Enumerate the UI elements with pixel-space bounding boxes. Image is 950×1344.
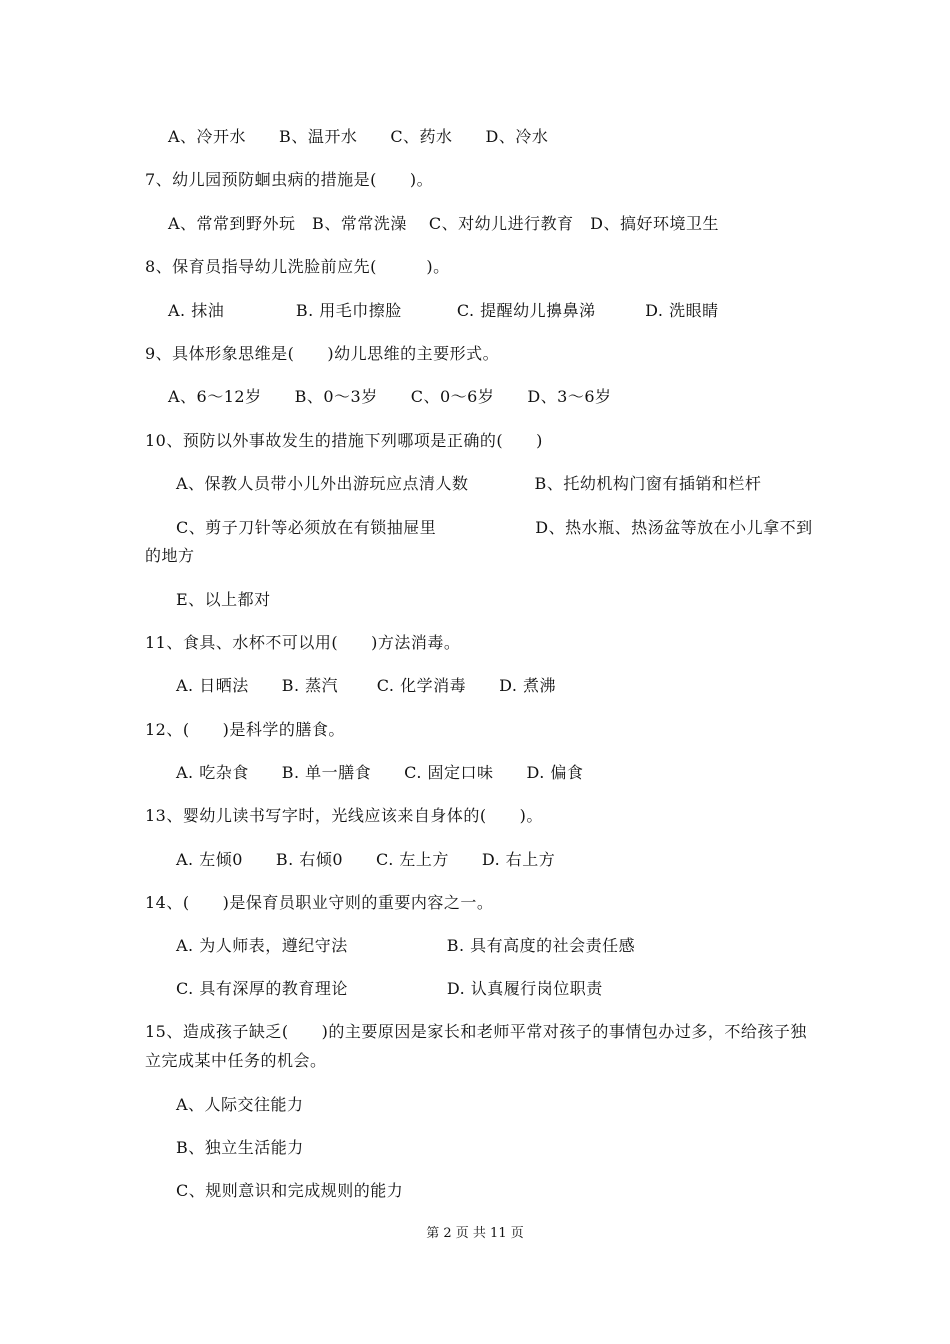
q7-stem: 7、幼儿园预防蛔虫病的措施是( )。	[145, 170, 434, 189]
q10-options-ab: A、保教人员带小儿外出游玩应点清人数 B、托幼机构门窗有插销和栏杆	[176, 474, 762, 493]
q10-options-cd: C、剪子刀针等必须放在有锁抽屉里 D、热水瓶、热汤盆等放在小儿拿不到	[176, 518, 813, 537]
q10-options-cd-cont: 的地方	[145, 546, 195, 565]
q15-option-a: A、人际交往能力	[176, 1095, 304, 1114]
q14-stem: 14、( )是保育员职业守则的重要内容之一。	[145, 893, 494, 912]
q15-option-c: C、规则意识和完成规则的能力	[176, 1181, 404, 1200]
q6-options: A、冷开水 B、温开水 C、药水 D、冷水	[168, 127, 549, 146]
q9-stem: 9、具体形象思维是( )幼儿思维的主要形式。	[145, 344, 500, 363]
q8-options: A. 抹油 B. 用毛巾擦脸 C. 提醒幼儿擤鼻涕 D. 洗眼睛	[168, 301, 719, 320]
q11-options: A. 日晒法 B. 蒸汽 C. 化学消毒 D. 煮沸	[176, 676, 557, 695]
q15-stem: 15、造成孩子缺乏( )的主要原因是家长和老师平常对孩子的事情包办过多，不给孩子独	[145, 1022, 807, 1041]
page-footer: 第 2 页 共 11 页	[426, 1226, 524, 1241]
q13-stem: 13、婴幼儿读书写字时，光线应该来自身体的( )。	[145, 806, 543, 825]
q14-options-ab: A. 为人师表，遵纪守法 B. 具有高度的社会责任感	[176, 936, 636, 955]
q14-options-cd: C. 具有深厚的教育理论 D. 认真履行岗位职责	[176, 979, 603, 998]
q10-option-e: E、以上都对	[176, 590, 271, 609]
q11-stem: 11、食具、水杯不可以用( )方法消毒。	[145, 633, 461, 652]
q15-option-b: B、独立生活能力	[176, 1138, 304, 1157]
q9-options: A、6～12岁 B、0～3岁 C、0～6岁 D、3～6岁	[168, 387, 612, 406]
q12-stem: 12、( )是科学的膳食。	[145, 720, 345, 739]
q10-stem: 10、预防以外事故发生的措施下列哪项是正确的( )	[145, 431, 543, 450]
q8-stem: 8、保育员指导幼儿洗脸前应先( )。	[145, 257, 450, 276]
q13-options: A. 左倾0 B. 右倾0 C. 左上方 D. 右上方	[176, 850, 556, 869]
q7-options: A、常常到野外玩 B、常常洗澡 C、对幼儿进行教育 D、搞好环境卫生	[168, 214, 719, 233]
q15-stem-cont: 立完成某中任务的机会。	[145, 1051, 327, 1070]
q12-options: A. 吃杂食 B. 单一膳食 C. 固定口味 D. 偏食	[176, 763, 584, 782]
